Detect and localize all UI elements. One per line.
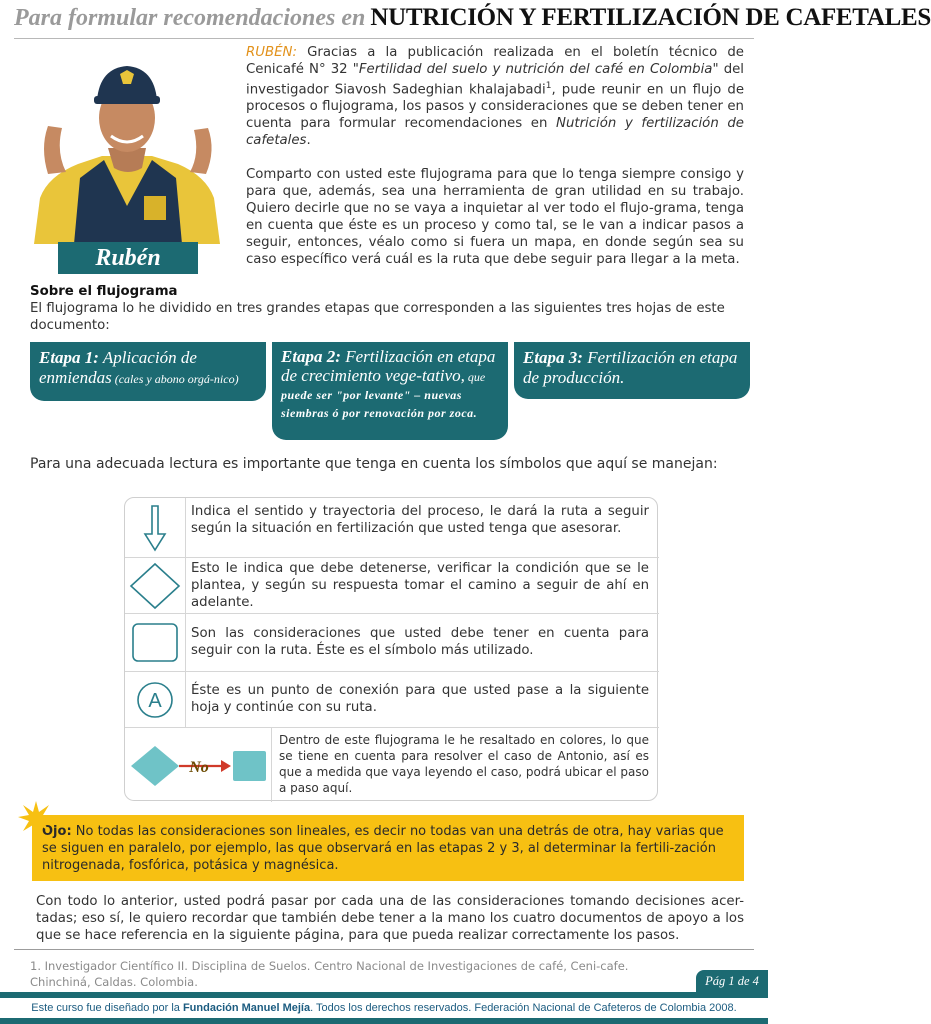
stage-1-box: [30, 342, 266, 401]
speaker-label: RUBÉN:: [246, 45, 297, 60]
legend-text: Esto le indica que debe detenerse, verificar la condición que se le plantea, y según su respuesta tomar el camino a seguir de ahí en adelante.: [191, 561, 649, 610]
footnote-ref: 1: [545, 81, 552, 91]
no-label: No: [189, 759, 209, 776]
connector-letter: A: [148, 690, 162, 712]
header-title: NUTRICIÓN Y FERTILIZACIÓN DE CAFETALES: [370, 4, 931, 31]
legend-text: Indica el sentido y trayectoria del proceso, le dará la ruta a seguir según la situación en fertilización que usted tenga que asesorar.: [191, 504, 649, 536]
page-header: [14, 4, 931, 38]
section-text: El flujograma lo he dividido en tres grandes etapas que corresponden a las siguientes tres hojas de este documento:: [30, 301, 725, 333]
stage-1-body: Aplicación de enmiendas: [39, 348, 197, 387]
ojo-text: No todas las consideraciones son lineales, es decir no todas van una detrás de otra, hay varias que se siguen en paralelo, por ejemplo, las que observará en las etapas 2 y 3, al determinar la fertili-zación nitrogenada, fosfórica, potásica y magnésica.: [42, 824, 724, 873]
ojo-label: Ojo:: [42, 824, 72, 839]
legend-symbol-cell: [125, 728, 272, 802]
credits-org: Fundación Manuel Mejía: [182, 1002, 311, 1014]
footer-bar: [0, 992, 768, 1024]
intro-p1-b: del investigador Siavosh Sadeghian khalajabadi: [246, 62, 745, 98]
header-lead: Para formular recomendaciones en: [14, 5, 366, 31]
connector-circle-icon: [125, 672, 185, 728]
legend-text: Dentro de este flujograma le he resaltado en colores, lo que se tiene en cuenta para resolver el caso de Antonio, así es que a medida que vaya leyendo el caso, podrá ubicar el paso a paso aquí.: [279, 733, 649, 795]
intro-p1-end: .: [306, 133, 311, 149]
closing-paragraph: Con todo lo anterior, usted podrá pasar por cada una de las consideraciones tomando decisiones acer-tadas; eso sí, le quiero recordar que también debe tener a la mano los cuatro documentos de apoyo a los que se hace referencia en la siguiente página, para que pueda realizar correctamente los pasos.: [36, 894, 744, 943]
credits-text: [0, 998, 768, 1018]
character-name-band: Rubén: [58, 242, 198, 274]
stage-2-body: Fertilización en etapa de crecimiento vege-tativo,: [281, 347, 496, 385]
legend-text: Son las consideraciones que usted debe tener en cuenta para seguir con la ruta. Éste es el símbolo más utilizado.: [191, 626, 649, 658]
diamond-icon: [125, 558, 185, 614]
legend-row: [125, 557, 659, 613]
symbol-legend-table: [124, 497, 658, 801]
intro-text: [246, 44, 744, 268]
stage-3-body: Fertilización en etapa de producción.: [523, 348, 738, 387]
legend-row: [125, 727, 659, 802]
footnote: 1. Investigador Científico II. Disciplina de Suelos. Centro Nacional de Investigaciones de café, Ceni-cafe. Chinchiná, Caldas. Colombia.: [30, 959, 629, 989]
legend-symbol-cell: [125, 558, 186, 613]
intro-paragraph-2: Comparto con usted este flujograma para que lo tenga siempre consigo y para que, además, sea una herramienta de gran utilidad en su trabajo. Quiero decirle que no se vaya a inquietar al ver todo el flujo-grama, tenga en cuenta que éste es un proceso y como tal, se le van a indicar pasos a seguir, entonces, véalo como si fuera un mapa, en donde según sea su caso específico verá cuál es la ruta que debe seguir para llegar a la meta.: [246, 167, 744, 268]
legend-row: [125, 671, 659, 727]
stage-1-title: Etapa 1:: [39, 348, 99, 367]
stage-2-bold-note: puede ser "por levante" – nuevas siembras ó por renovación por zoca.: [281, 388, 478, 420]
ruben-photo: [34, 56, 220, 244]
rounded-square-icon: [125, 614, 185, 672]
stage-2-note: que: [464, 370, 486, 384]
bulletin-title: "Fertilidad del suelo y nutrición del café en Colombia": [352, 62, 719, 77]
warning-callout: [32, 815, 744, 881]
intro-p1-a: Gracias a la publicación realizada en el boletín técnico de Cenicafé N° 32: [246, 45, 744, 77]
intro-topic: Nutrición y fertilización de cafetales: [246, 116, 744, 149]
legend-symbol-cell: [125, 672, 186, 727]
arrow-down-icon: [125, 498, 185, 557]
credits-b: . Todos los derechos reservados. Federación Nacional de Cafeteros de Colombia 2008.: [310, 1002, 737, 1014]
page-number: Pág 1 de 4: [696, 970, 768, 992]
legend-symbol-cell: [125, 614, 186, 671]
legend-text: Éste es un punto de conexión para que usted pase a la siguiente hoja y continúe con su ruta.: [191, 683, 649, 715]
legend-intro: Para una adecuada lectura es importante que tenga en cuenta los símbolos que aquí se manejan:: [30, 456, 718, 472]
legend-row: [125, 613, 659, 671]
stage-3-title: Etapa 3:: [523, 348, 583, 367]
header-divider: [14, 38, 754, 39]
legend-symbol-cell: [125, 498, 186, 557]
intro-paragraph-1: [246, 44, 744, 149]
section-title: Sobre el flujograma: [30, 284, 178, 299]
highlight-example-icon: [125, 728, 271, 803]
stage-1-note: (cales y abono orgá-nico): [111, 372, 239, 386]
starburst-icon: [16, 799, 56, 839]
footer-divider: [14, 949, 754, 950]
stage-2-title: Etapa 2:: [281, 347, 341, 366]
intro-p1-c: , pude reunir en un flujo de procesos o flujograma, los pasos y consideraciones que se deben tener en cuenta para formular recomendaciones en: [246, 82, 744, 132]
legend-row: [125, 498, 659, 557]
stage-3-box: [514, 342, 750, 399]
stage-2-box: [272, 342, 508, 440]
credits-a: Este curso fue diseñado por la: [31, 1002, 183, 1014]
